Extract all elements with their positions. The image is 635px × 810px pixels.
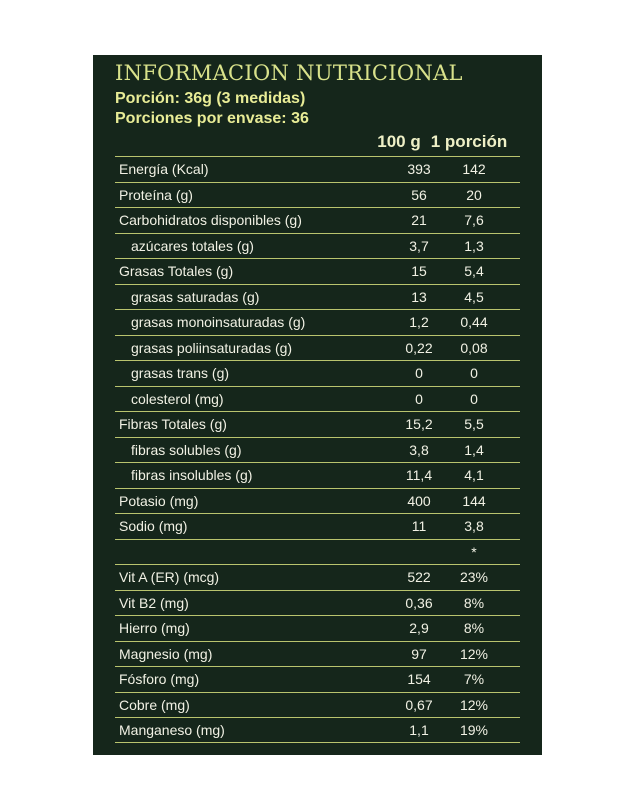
value-per-100g: 3,8 bbox=[409, 441, 429, 458]
nutrient-name: fibras insolubles (g) bbox=[131, 467, 253, 483]
value-per-100g: 56 bbox=[411, 186, 427, 203]
column-header-100g: 100 g bbox=[377, 132, 421, 151]
nutrient-name: Magnesio (mg) bbox=[119, 645, 213, 662]
nutrient-name: Carbohidratos disponibles (g) bbox=[119, 212, 302, 228]
nutrient-row bbox=[115, 590, 520, 616]
nutrient-name: grasas saturadas (g) bbox=[131, 288, 260, 305]
value-per-100g: 97 bbox=[411, 645, 427, 662]
nutrient-name: Vit B2 (mg) bbox=[119, 594, 189, 611]
nutrient-row bbox=[115, 692, 520, 718]
nutrient-name: Hierro (mg) bbox=[119, 620, 190, 636]
nutrient-name: grasas trans (g) bbox=[131, 365, 230, 381]
value-per-portion: 1,4 bbox=[464, 441, 484, 458]
nutrient-subrow bbox=[115, 462, 520, 488]
value-per-portion: 20 bbox=[466, 186, 482, 203]
nutrient-subrow bbox=[115, 360, 520, 386]
value-per-portion: 7,6 bbox=[464, 212, 484, 228]
value-per-100g: 0,22 bbox=[405, 339, 433, 356]
nutrient-name: Proteína (g) bbox=[119, 186, 193, 203]
nutrient-subrow bbox=[115, 386, 520, 412]
value-per-portion: 12% bbox=[459, 645, 489, 662]
nutrient-name: azúcares totales (g) bbox=[131, 237, 254, 254]
nutrient-row bbox=[115, 207, 520, 233]
value-per-portion: 0,44 bbox=[460, 314, 488, 330]
value-per-100g: 393 bbox=[407, 161, 431, 177]
daily-value-marker-row bbox=[115, 539, 520, 565]
nutrient-row bbox=[115, 258, 520, 284]
value-per-portion: 1,3 bbox=[464, 237, 484, 254]
nutrient-subrow bbox=[115, 437, 520, 463]
value-per-100g: 21 bbox=[411, 212, 427, 228]
value-per-100g: 0 bbox=[415, 390, 423, 407]
value-per-portion: 142 bbox=[462, 161, 486, 177]
value-per-portion: 5,4 bbox=[464, 263, 484, 279]
value-per-100g: 1,1 bbox=[409, 722, 429, 738]
nutrient-row bbox=[115, 182, 520, 208]
nutrient-name: Cobre (mg) bbox=[119, 696, 190, 713]
value-per-portion: 4,1 bbox=[464, 467, 484, 483]
nutrient-row bbox=[115, 615, 520, 641]
value-per-100g: 3,7 bbox=[409, 237, 429, 254]
value-per-portion: 19% bbox=[459, 722, 489, 738]
nutrient-row bbox=[115, 411, 520, 437]
value-per-100g: 1,2 bbox=[409, 314, 429, 330]
value-per-100g: 0,36 bbox=[405, 594, 433, 611]
servings-per-container: Porciones por envase: 36 bbox=[115, 110, 309, 127]
value-per-portion: 144 bbox=[462, 492, 486, 509]
value-per-100g: 2,9 bbox=[409, 620, 429, 636]
value-per-100g: 13 bbox=[411, 288, 427, 305]
nutrient-row bbox=[115, 488, 520, 514]
nutrient-name: grasas monoinsaturadas (g) bbox=[131, 314, 306, 330]
value-per-portion: 7% bbox=[463, 671, 485, 687]
nutrient-table bbox=[115, 156, 520, 743]
nutrient-name: Potasio (mg) bbox=[119, 492, 199, 509]
value-per-portion: 0 bbox=[470, 365, 478, 381]
value-per-100g: 11 bbox=[411, 518, 427, 534]
daily-value-asterisk: * bbox=[471, 543, 477, 560]
value-per-portion: 4,5 bbox=[464, 288, 484, 305]
nutrient-subrow bbox=[115, 233, 520, 259]
nutrient-row bbox=[115, 666, 520, 692]
nutrient-name: Fibras Totales (g) bbox=[119, 416, 227, 432]
nutrient-row bbox=[115, 564, 520, 590]
value-per-100g: 400 bbox=[407, 492, 431, 509]
value-per-portion: 12% bbox=[459, 696, 489, 713]
nutrient-subrow bbox=[115, 309, 520, 335]
value-per-portion: 0,08 bbox=[460, 339, 488, 356]
nutrient-name: Energía (Kcal) bbox=[119, 161, 209, 177]
nutrient-name: grasas poliinsaturadas (g) bbox=[131, 339, 293, 356]
value-per-portion: 5,5 bbox=[464, 416, 484, 432]
value-per-portion: 0 bbox=[470, 390, 478, 407]
value-per-100g: 154 bbox=[407, 671, 431, 687]
nutrient-row bbox=[115, 641, 520, 667]
nutrient-subrow bbox=[115, 284, 520, 310]
value-per-100g: 11,4 bbox=[405, 467, 433, 483]
value-per-100g: 0,67 bbox=[405, 696, 433, 713]
nutrient-name: Sodio (mg) bbox=[119, 518, 188, 534]
nutrient-name: fibras solubles (g) bbox=[131, 441, 242, 458]
nutrient-name: Fósforo (mg) bbox=[119, 671, 200, 687]
nutrient-name: Grasas Totales (g) bbox=[119, 263, 234, 279]
label-title: INFORMACION NUTRICIONAL bbox=[115, 61, 463, 85]
nutrition-label bbox=[93, 55, 542, 755]
nutrient-row bbox=[115, 513, 520, 539]
value-per-portion: 23% bbox=[459, 569, 489, 585]
serving-size: Porción: 36g (3 medidas) bbox=[115, 90, 306, 107]
column-header-portion: 1 porción bbox=[430, 132, 508, 151]
value-per-100g: 15,2 bbox=[405, 416, 433, 432]
nutrient-name: colesterol (mg) bbox=[131, 390, 224, 407]
nutrient-name: Vit A (ER) (mcg) bbox=[119, 569, 220, 585]
value-per-portion: 8% bbox=[463, 620, 485, 636]
nutrient-subrow bbox=[115, 335, 520, 361]
value-per-portion: 3,8 bbox=[464, 518, 484, 534]
value-per-100g: 0 bbox=[415, 365, 423, 381]
nutrient-row bbox=[115, 717, 520, 743]
value-per-100g: 522 bbox=[407, 569, 431, 585]
nutrient-name: Manganeso (mg) bbox=[119, 722, 225, 738]
nutrient-row bbox=[115, 156, 520, 182]
value-per-100g: 15 bbox=[411, 263, 427, 279]
value-per-portion: 8% bbox=[463, 594, 485, 611]
